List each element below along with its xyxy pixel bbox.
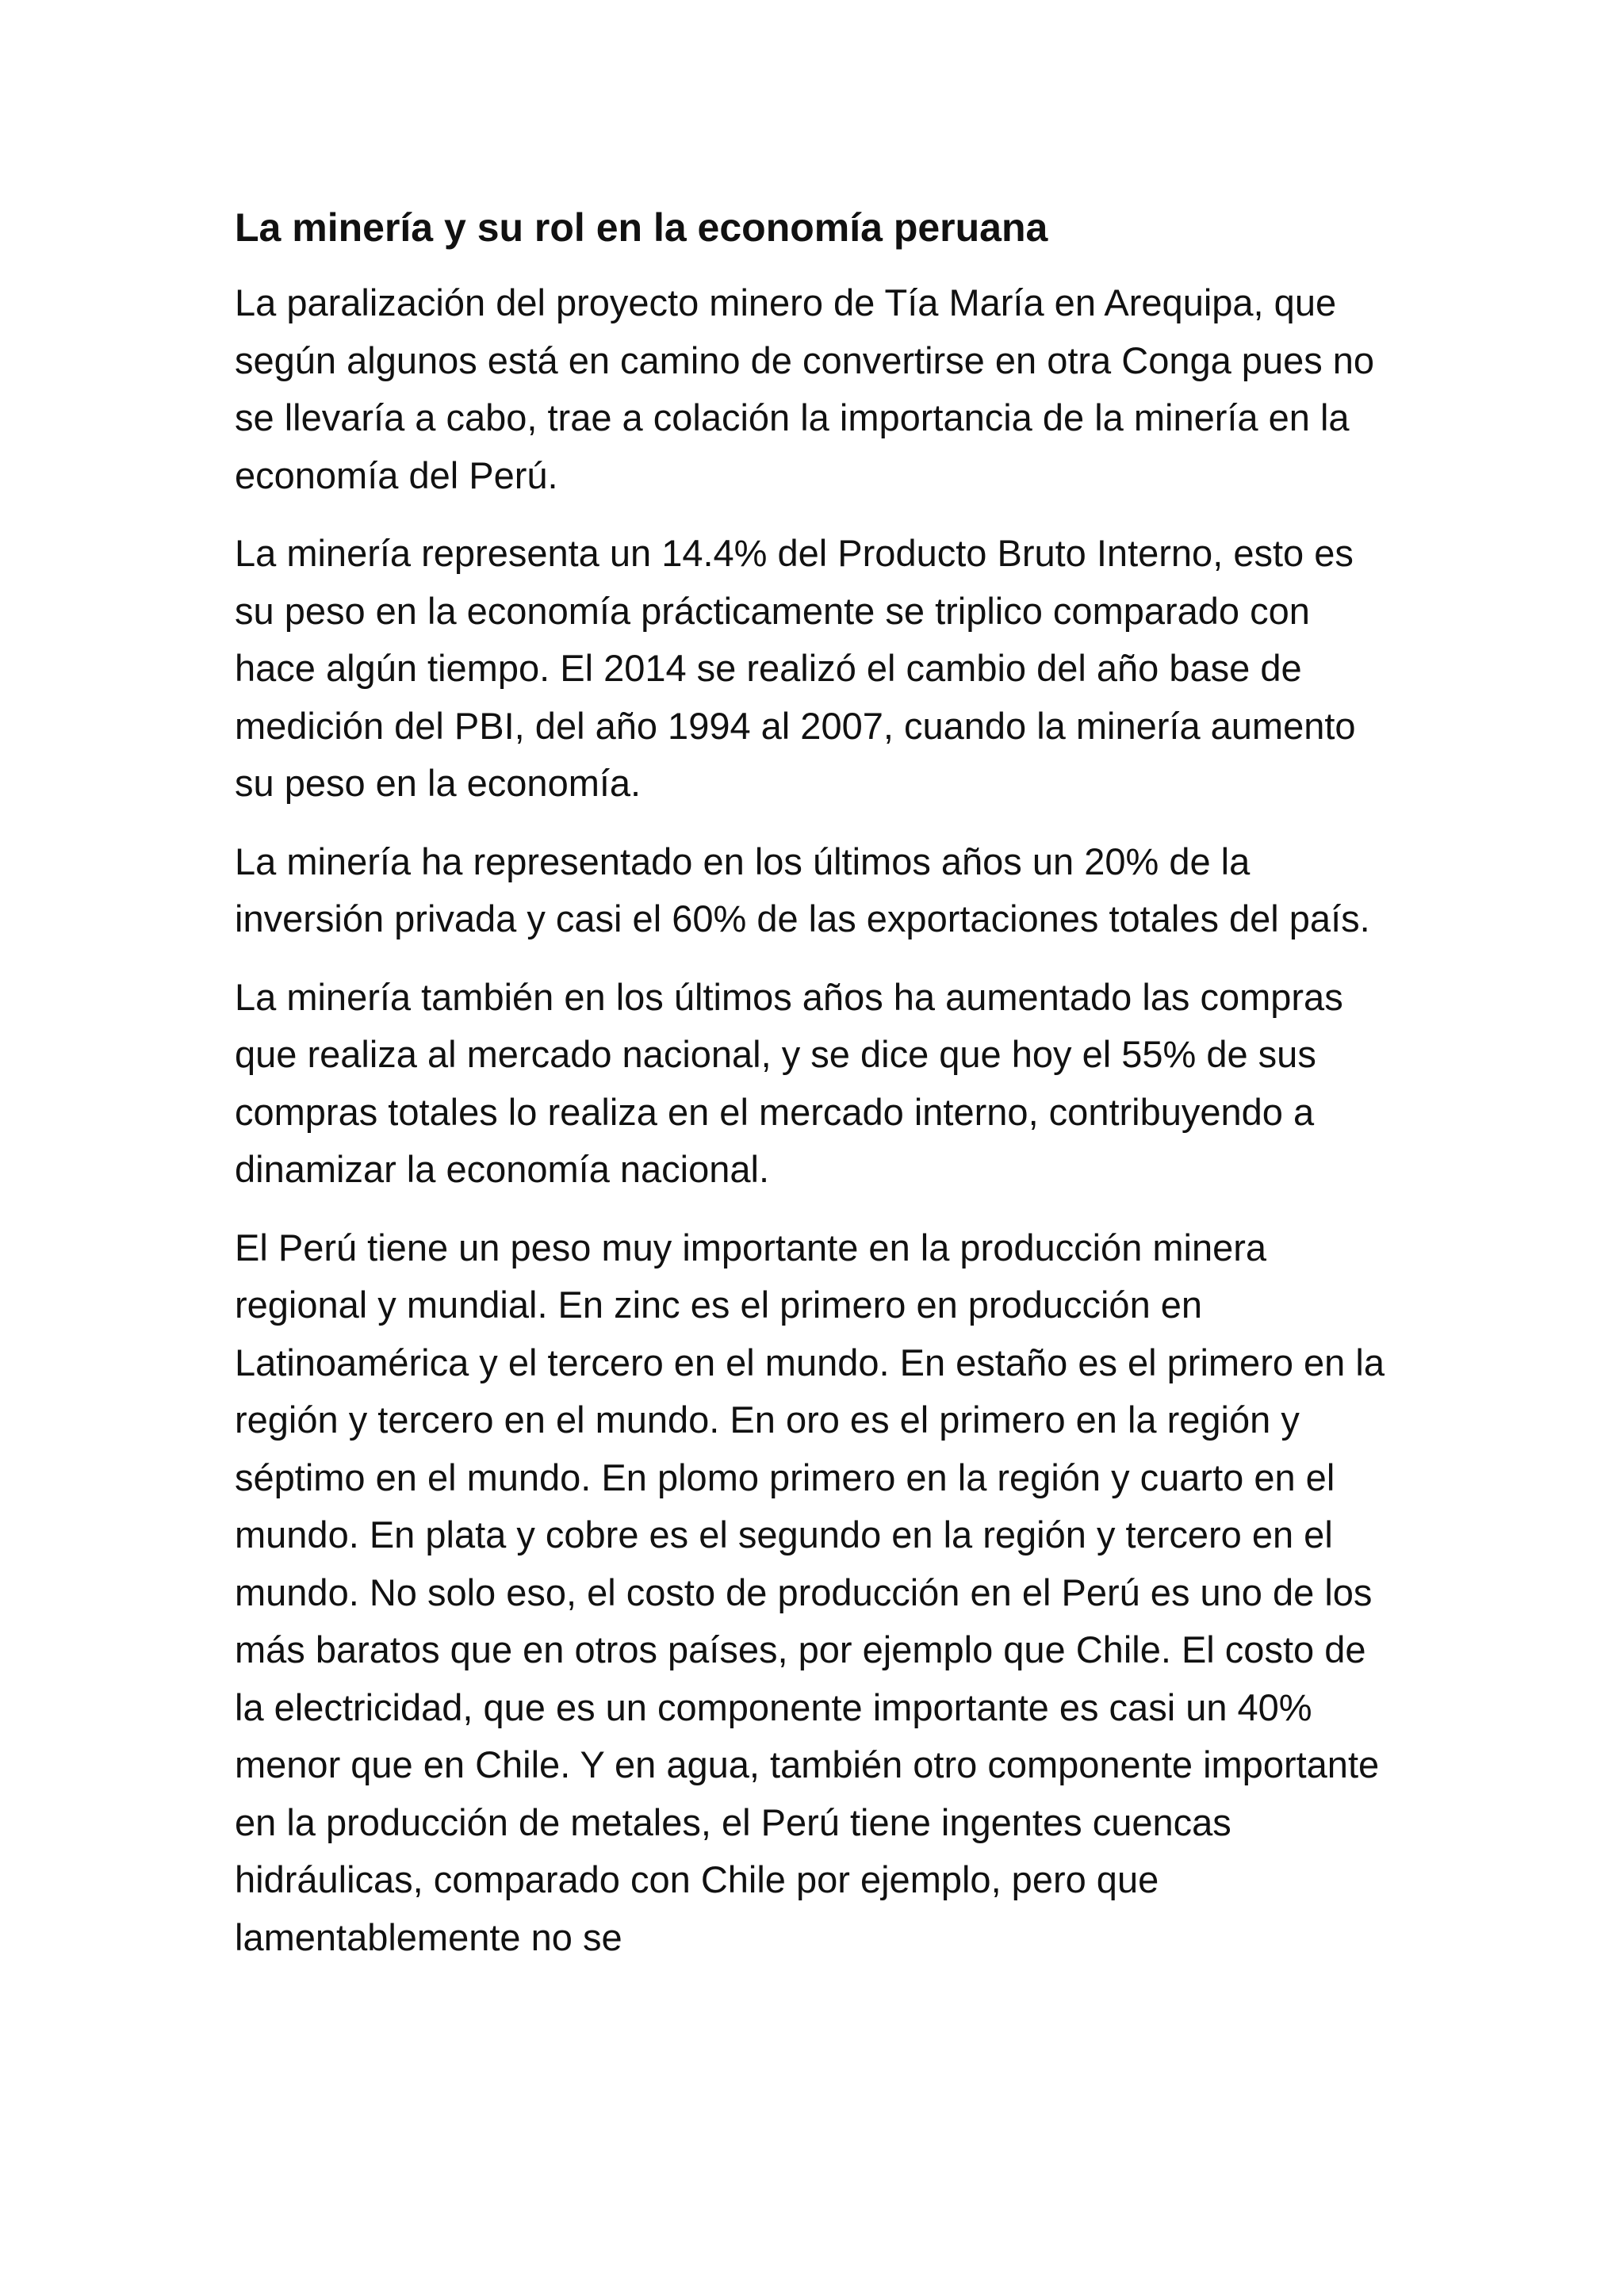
paragraph-1: La paralización del proyecto minero de Tía María en Arequipa, que según algunos está en camino de convertirse en otra Conga pues no se llevaría a cabo, trae a colación la importancia de la minería en la economía del Perú. bbox=[235, 281, 1375, 496]
paragraph-2: La minería representa un 14.4% del Producto Bruto Interno, esto es su peso en la economía prácticamente se triplico comparado con hace algún tiempo. El 2014 se realizó el cambio del año base de medición del PBI, del año 1994 al 2007, cuando la minería aumento su peso en la economía. bbox=[235, 532, 1356, 804]
document-body bbox=[235, 198, 1400, 1987]
document-title: La minería y su rol en la economía peruana bbox=[235, 205, 1048, 250]
paragraph-3: La minería ha representado en los últimos años un 20% de la inversión privada y casi el 60% de las exportaciones totales del país. bbox=[235, 840, 1370, 939]
paragraph-4: La minería también en los últimos años ha aumentado las compras que realiza al mercado nacional, y se dice que hoy el 55% de sus compras totales lo realiza en el mercado interno, contribuyendo a dinamizar la economía nacional. bbox=[235, 975, 1343, 1190]
paragraph-5: El Perú tiene un peso muy importante en la producción minera regional y mundial. En zinc es el primero en producción en Latinoamérica y el tercero en el mundo. En estaño es el primero en la región y tercero en el mundo. En oro es el primero en la región y séptimo en el mundo. En plomo primero en la región y cuarto en el mundo. En plata y cobre es el segundo en la región y tercero en el mundo. No solo eso, el costo de producción en el Perú es uno de los más baratos que en otros países, por ejemplo que Chile. El costo de la electricidad, que es un componente importante es casi un 40% menor que en Chile. Y en agua, también otro componente importante en la producción de metales, el Perú tiene ingentes cuencas hidráulicas, comparado con Chile por ejemplo, pero que lamentablemente no se bbox=[235, 1226, 1385, 1958]
